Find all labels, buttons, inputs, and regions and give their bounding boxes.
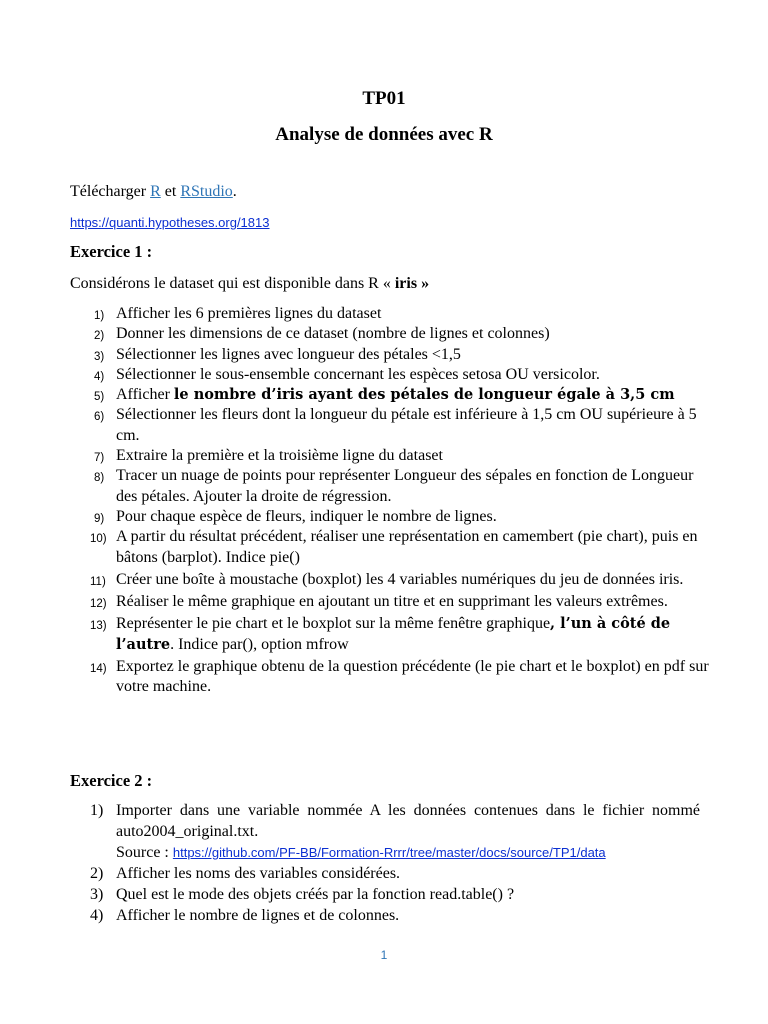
list-item: [70, 385, 710, 405]
item-number: 4): [94, 370, 105, 383]
item-text: Quel est le mode des objets créés par la fonction read.table() ?: [116, 886, 515, 903]
item-number: 4): [90, 907, 104, 924]
page-number: 1: [380, 948, 388, 962]
document-title: Analyse de données avec R: [275, 124, 493, 145]
item-text: Sélectionner les lignes avec longueur des pétales <1,5: [116, 345, 461, 363]
exercise1-heading: Exercice 1 :: [70, 242, 153, 261]
item-bold-text: , l’un à côté de l’autre: [116, 615, 671, 653]
document-code: TP01: [362, 88, 406, 109]
item-text: Donner les dimensions de ce dataset (nombre de lignes et colonnes): [116, 325, 550, 343]
quanti-link[interactable]: https://quanti.hypotheses.org/1813: [70, 215, 270, 230]
item-number: 1): [94, 310, 105, 322]
exercise2-heading: Exercice 2 :: [70, 771, 153, 790]
list-item: [70, 657, 710, 698]
item-number: 12): [90, 598, 107, 611]
download-prefix: Télécharger: [70, 183, 151, 200]
item-after-text: . Indice par(), option mfrow: [170, 635, 349, 653]
item-number: 8): [94, 472, 105, 485]
item-text: A partir du résultat précédent, réaliser une représentation en camembert (pie chart), puis en bâtons (barplot). Indice pie(): [116, 528, 698, 566]
exercise1-list: [70, 304, 710, 698]
item-number: 10): [90, 533, 107, 546]
item-text: Afficher le nombre de lignes et de colonnes.: [116, 907, 400, 924]
download-suffix: .: [232, 183, 237, 200]
list-item: [70, 405, 710, 446]
item-number: 1): [90, 802, 104, 819]
list-item: [70, 863, 700, 884]
download-middle: et: [160, 183, 181, 200]
exercise1-intro-dataset: iris »: [394, 275, 430, 292]
item-number: 13): [90, 620, 107, 633]
item-number: 7): [94, 452, 105, 465]
exercise1-intro: [70, 274, 429, 294]
item-number: 6): [94, 411, 105, 424]
list-item: [70, 592, 710, 612]
item-text: Sélectionner le sous-ensemble concernant les espèces setosa OU versicolor.: [116, 365, 600, 383]
list-item: [70, 507, 710, 527]
item-text: Afficher les noms des variables considérées.: [116, 865, 401, 882]
list-item: [70, 324, 710, 344]
list-item: [70, 905, 700, 926]
item-number: 3): [94, 350, 105, 363]
item-number: 9): [94, 512, 105, 525]
item-text: Exportez le graphique obtenu de la question précédente (le pie chart et le boxplot) en pdf sur votre machine.: [116, 658, 709, 696]
item-number: 5): [94, 391, 105, 404]
item-bold-text: le nombre d’iris ayant des pétales de longueur égale à 3,5 cm: [173, 386, 675, 404]
download-line: [70, 182, 237, 202]
source-label: Source :: [116, 844, 173, 861]
list-item: [70, 614, 710, 655]
list-item: [70, 446, 710, 466]
item-number: 2): [94, 330, 105, 343]
item-text: Tracer un nuage de points pour représenter Longueur des sépales en fonction de Longueur des pétales. Ajouter la droite de régression.: [116, 467, 694, 505]
list-item: [70, 466, 710, 507]
exercise1-intro-text: Considérons le dataset qui est disponible dans R «: [70, 275, 395, 292]
item-text: Pour chaque espèce de fleurs, indiquer le nombre de lignes.: [116, 507, 497, 525]
item-text: Afficher les 6 premières lignes du dataset: [116, 305, 382, 322]
list-item: [70, 527, 710, 568]
list-item: [70, 304, 710, 324]
list-item: [70, 884, 700, 905]
list-item: [70, 345, 710, 365]
source-link[interactable]: https://github.com/PF-BB/Formation-Rrrr/tree/master/docs/source/TP1/data: [172, 845, 606, 860]
list-item: [70, 570, 710, 590]
exercise2-list: [70, 800, 700, 926]
item-text: Sélectionner les fleurs dont la longueur du pétale est inférieure à 1,5 cm OU supérieure à 5 cm.: [116, 406, 697, 444]
item-number: 11): [90, 575, 106, 588]
item-text: Créer une boîte à moustache (boxplot) les 4 variables numériques du jeu de données iris.: [116, 570, 684, 588]
item-text: Réaliser le même graphique en ajoutant un titre et en supprimant les valeurs extrêmes.: [116, 593, 668, 611]
r-link[interactable]: R: [150, 183, 161, 200]
list-item: [70, 365, 710, 385]
item-text: Importer dans une variable nommée A les données contenues dans le fichier nommé auto2004_original.txt.: [116, 802, 700, 840]
item-text: Afficher: [116, 386, 174, 404]
item-number: 3): [90, 886, 104, 903]
item-number: 14): [90, 663, 107, 676]
item-text: Représenter le pie chart et le boxplot sur la même fenêtre graphique: [116, 615, 551, 633]
item-text: Extraire la première et la troisième ligne du dataset: [116, 447, 443, 465]
source-line: [116, 842, 700, 863]
list-item: [70, 800, 700, 863]
item-number: 2): [90, 865, 104, 882]
rstudio-link[interactable]: RStudio: [180, 183, 233, 200]
